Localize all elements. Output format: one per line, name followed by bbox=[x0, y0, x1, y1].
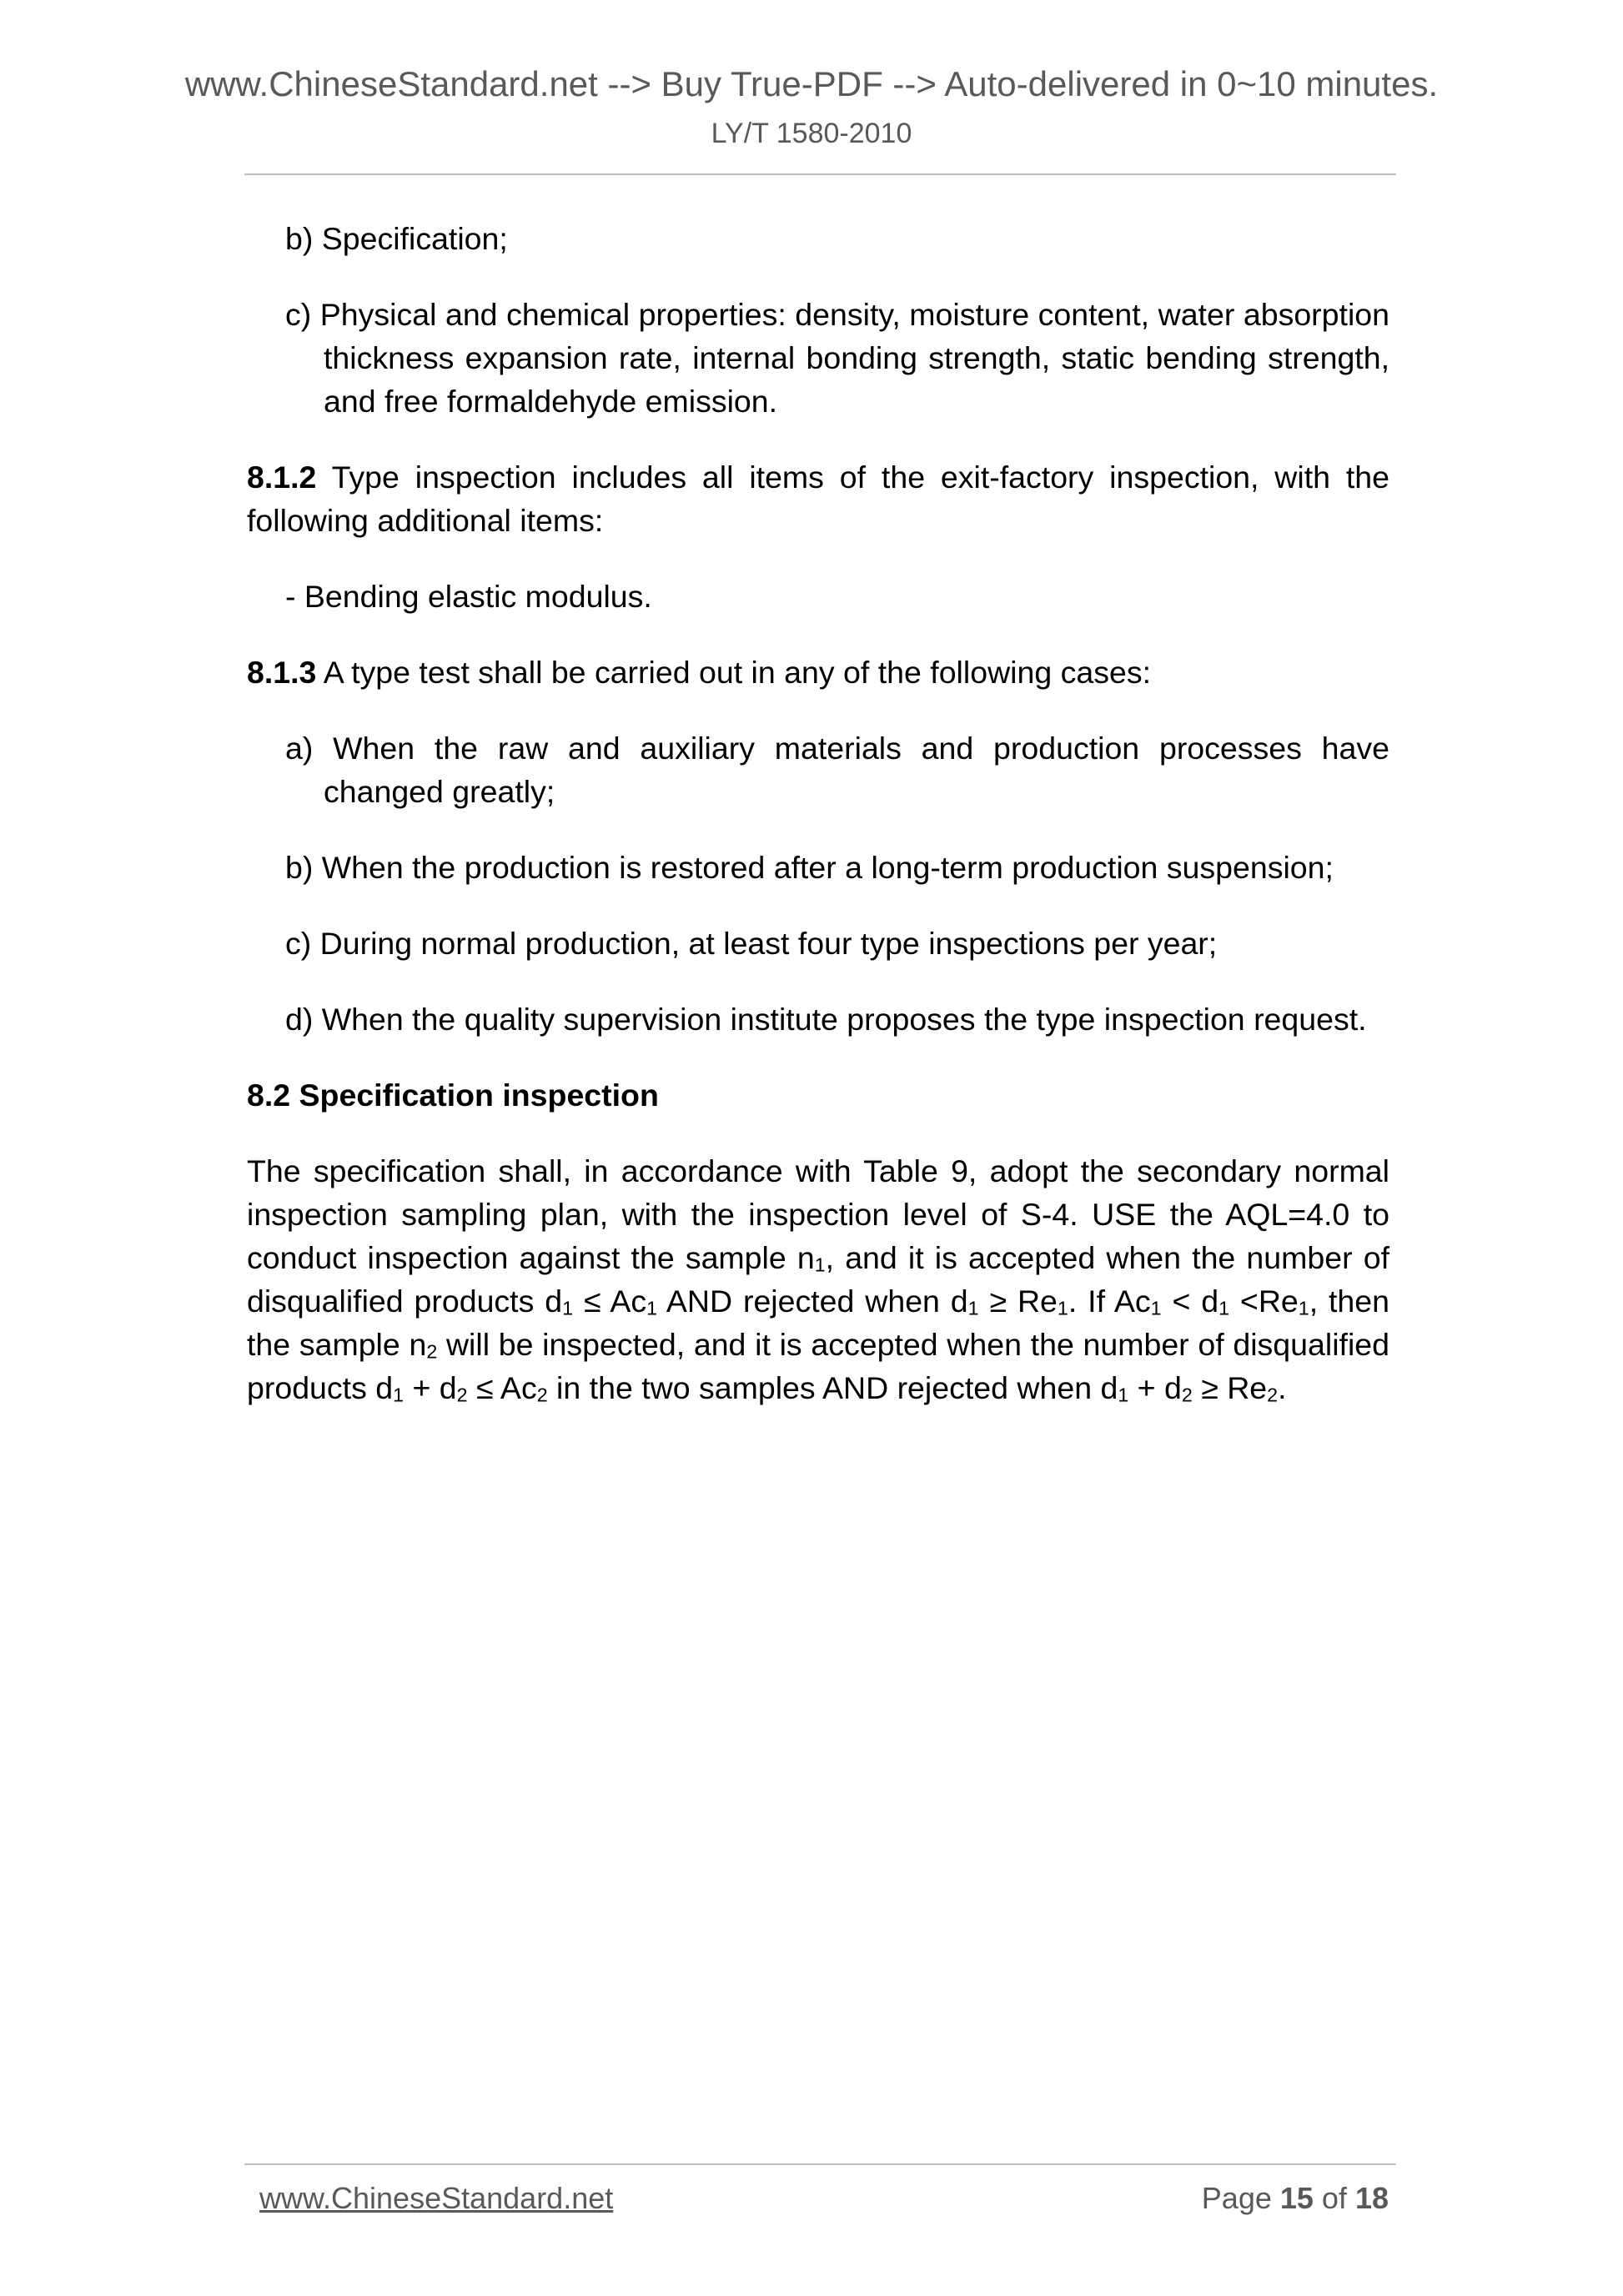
subscript: 1 bbox=[562, 1297, 574, 1319]
footer-divider bbox=[244, 2163, 1396, 2165]
subscript: 1 bbox=[814, 1254, 826, 1276]
page-indicator bbox=[1202, 2181, 1389, 2216]
subscript: 2 bbox=[1181, 1384, 1193, 1406]
text-run: ≥ Re bbox=[978, 1284, 1058, 1319]
text-run: < d bbox=[1161, 1284, 1219, 1319]
header-divider bbox=[244, 173, 1396, 175]
text-run: + d bbox=[1128, 1370, 1182, 1405]
subscript: 1 bbox=[646, 1297, 658, 1319]
text-run: ≤ Ac bbox=[573, 1284, 647, 1319]
list-item-specification: b) Specification; bbox=[285, 221, 508, 256]
text-run: , then the sample n bbox=[247, 1284, 1390, 1362]
clause-number: 8.1.3 bbox=[247, 655, 317, 690]
text-run: <Re bbox=[1229, 1284, 1299, 1319]
text-run: ≥ Re bbox=[1192, 1370, 1268, 1405]
clause-8-1-3 bbox=[247, 651, 1389, 694]
document-number: LY/T 1580-2010 bbox=[711, 118, 912, 149]
clause-8-1-2 bbox=[247, 455, 1389, 542]
list-item-case-a: a) When the raw and auxiliary materials and production processes have changed greatly; bbox=[285, 731, 1389, 809]
subscript: 1 bbox=[1219, 1297, 1230, 1319]
current-page-number: 15 bbox=[1279, 2181, 1314, 2215]
subscript: 1 bbox=[1118, 1384, 1129, 1406]
text-run: will be inspected, and it is accepted when the number of disqualified products d bbox=[247, 1327, 1389, 1405]
page-label: Page bbox=[1201, 2181, 1280, 2215]
subscript: 1 bbox=[1150, 1297, 1162, 1319]
subscript: 2 bbox=[426, 1340, 438, 1363]
text-run: in the two samples AND rejected when d bbox=[547, 1370, 1118, 1405]
subscript: 2 bbox=[536, 1384, 548, 1406]
clause-text: A type test shall be carried out in any of the following cases: bbox=[316, 655, 1151, 690]
subscript: 1 bbox=[393, 1384, 404, 1406]
subscript: 2 bbox=[1267, 1384, 1279, 1406]
clause-text: Type inspection includes all items of the exit-factory inspection, with the following additional items: bbox=[247, 460, 1389, 538]
text-run: , and it is accepted when the number of disqualified products d bbox=[247, 1240, 1389, 1319]
additional-item: - Bending elastic modulus. bbox=[285, 579, 652, 614]
text-run: . If Ac bbox=[1068, 1284, 1151, 1319]
header-banner: www.ChineseStandard.net --> Buy True-PDF --> Auto-delivered in 0~10 minutes. bbox=[184, 64, 1439, 103]
text-run: ≤ Ac bbox=[467, 1370, 537, 1405]
footer-website-link[interactable]: www.ChineseStandard.net bbox=[259, 2181, 614, 2215]
list-item-case-c: c) During normal production, at least four type inspections per year; bbox=[285, 926, 1218, 961]
list-item-case-d: d) When the quality supervision institute proposes the type inspection request. bbox=[285, 1002, 1367, 1037]
document-body bbox=[247, 217, 1389, 1442]
specification-paragraph bbox=[247, 1149, 1389, 1409]
list-item-case-b: b) When the production is restored after a long-term production suspension; bbox=[285, 850, 1334, 885]
page-of-label: of bbox=[1313, 2181, 1355, 2215]
list-item-physical-properties: c) Physical and chemical properties: density, moisture content, water absorption thickness expansion rate, internal bonding strength, static bending strength, and free formaldehyde emission. bbox=[285, 297, 1389, 419]
text-run: + d bbox=[404, 1370, 457, 1405]
text-run: . bbox=[1278, 1370, 1287, 1405]
subscript: 2 bbox=[456, 1384, 468, 1406]
subscript: 1 bbox=[967, 1297, 979, 1319]
subscript: 1 bbox=[1057, 1297, 1068, 1319]
text-run: The specification shall, in accordance with Table 9, adopt the secondary normal inspection sampling plan, with the inspection level of S-4. USE the AQL=4.0 to conduct inspection against the sample n bbox=[247, 1153, 1389, 1275]
section-heading-8-2: 8.2 Specification inspection bbox=[247, 1078, 659, 1113]
clause-number: 8.1.2 bbox=[247, 460, 317, 495]
text-run: AND rejected when d bbox=[657, 1284, 968, 1319]
subscript: 1 bbox=[1298, 1297, 1309, 1319]
total-page-count: 18 bbox=[1354, 2181, 1389, 2215]
